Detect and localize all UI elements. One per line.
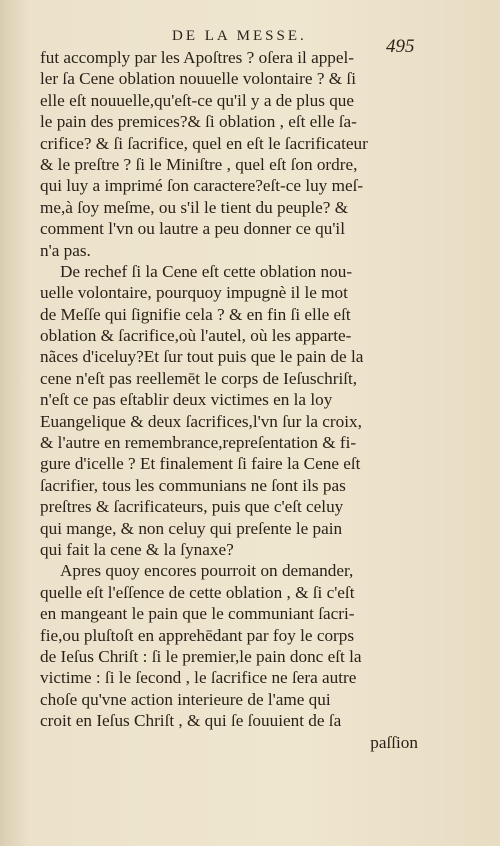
text-line: de Meſſe qui ſignifie cela ? & en fin ſi elle eſt <box>40 304 351 324</box>
paragraph-start-line: Apres quoy encores pourroit on demander, <box>60 561 354 581</box>
text-line: Euangelique & deux ſacrifices,l'vn ſur la croix, <box>40 411 362 431</box>
text-line: fut accomply par les Apoſtres ? oſera il appel- <box>40 48 355 67</box>
text-line: victime : ſi le ſecond , le ſacrifice ne ſera autre <box>40 668 357 688</box>
text-line: choſe qu'vne action interieure de l'ame qui <box>40 689 331 709</box>
text-line: gure d'icelle ? Et finalement ſi faire la Cene eſt <box>40 454 361 474</box>
text-line: qui luy a imprimé ſon caractere?eſt-ce luy meſ- <box>40 176 364 196</box>
text-line: fie,ou pluſtoſt en apprehēdant par foy le corps <box>40 625 355 645</box>
body-text <box>40 47 418 753</box>
text-line: elle eſt nouuelle,qu'eſt-ce qu'il y a de plus que <box>40 90 355 110</box>
text-line: qui mange, & non celuy qui preſente le pain <box>40 518 343 538</box>
text-line: me,à ſoy meſme, ou s'il le tient du peuple? & <box>40 197 349 217</box>
text-line: & le preſtre ? ſi le Miniſtre , quel eſt ſon ordre, <box>40 154 358 174</box>
text-line: de Ieſus Chriſt : ſi le premier,le pain donc eſt la <box>40 646 362 666</box>
text-line: n'eſt ce pas eſtablir deux victimes en la loy <box>40 390 333 410</box>
text-line: preſtres & ſacrificateurs, puis que c'eſt celuy <box>40 497 344 517</box>
text-line: croit en Ieſus Chriſt , & qui ſe ſouuient de ſa <box>40 711 342 731</box>
text-line: uelle volontaire, pourquoy impugnè il le mot <box>40 283 348 303</box>
text-line: quelle eſt l'eſſence de cette oblation , & ſi c'eſt <box>40 582 355 602</box>
text-line: qui fait la cene & la ſynaxe? <box>40 539 234 559</box>
text-line: n'a pas. <box>40 240 91 260</box>
text-line: comment l'vn ou lautre a peu donner ce qu'il <box>40 219 345 239</box>
page-number: 495 <box>386 36 415 57</box>
running-head: DE LA MESSE. <box>172 28 307 44</box>
text-line: le pain des premices?& ſi oblation , eſt elle ſa- <box>40 112 357 132</box>
text-line: en mangeant le pain que le communiant ſacri- <box>40 604 355 624</box>
text-line: ler ſa Cene oblation nouuelle volontaire ? & ſi <box>40 69 356 89</box>
text-line: & l'autre en remembrance,repreſentation & fi- <box>40 433 357 453</box>
text-line: ſacrifier, tous les communians ne ſont ils pas <box>40 475 346 495</box>
paragraph-start-line: De rechef ſi la Cene eſt cette oblation nou- <box>60 261 353 281</box>
text-line: crifice? & ſi ſacrifice, quel en eſt le ſacrificateur <box>40 133 368 153</box>
text-line: cene n'eſt pas reellemēt le corps de Ieſuschriſt, <box>40 368 358 388</box>
catchword: paſſion <box>370 732 418 752</box>
text-line: oblation & ſacrifice,où l'autel, où les apparte- <box>40 326 352 346</box>
text-line: nãces d'iceluy?Et ſur tout puis que le pain de la <box>40 347 364 367</box>
